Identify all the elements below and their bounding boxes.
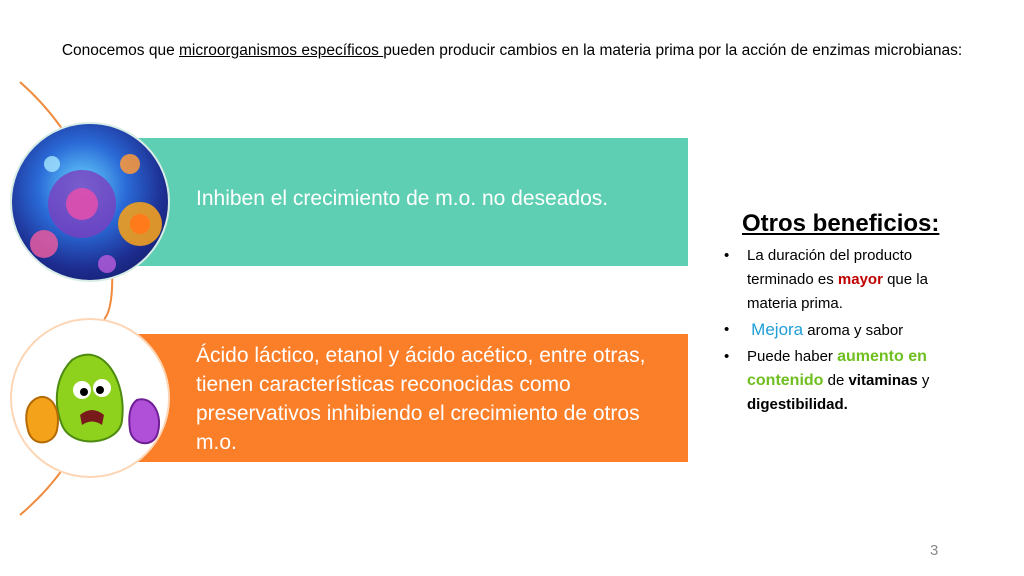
band-inhibit-text: Inhiben el crecimiento de m.o. no deseados. bbox=[196, 187, 609, 210]
benefits-list bbox=[720, 244, 980, 417]
intro-text bbox=[40, 40, 984, 62]
benefit-item-nutrition: • Puede haber aumento en contenido de vitaminas y digestibilidad. bbox=[720, 345, 980, 417]
microbes-illustration bbox=[12, 124, 170, 282]
benefits-panel bbox=[720, 210, 980, 419]
band-acids bbox=[100, 334, 688, 462]
page-number: 3 bbox=[930, 542, 939, 559]
cartoon-germs-image bbox=[10, 318, 170, 478]
intro-underlined: microorganismos específicos bbox=[179, 42, 384, 59]
intro-prefix: Conocemos que bbox=[61, 42, 180, 59]
band-inhibit bbox=[100, 138, 688, 266]
germs-illustration bbox=[12, 320, 170, 478]
band-acids-text: Ácido láctico, etanol y ácido acético, entre otras, tienen características reconocidas como preservativos inhibiendo el crecimiento de otros m.o. bbox=[196, 344, 646, 454]
intro-suffix: pueden producir cambios en la materia prima por la acción de enzimas microbianas: bbox=[383, 42, 963, 59]
benefit-item-duration: • La duración del producto terminado es mayor que la materia prima. bbox=[720, 244, 980, 316]
microorganisms-image bbox=[10, 122, 170, 282]
benefits-title: Otros beneficios: bbox=[742, 210, 940, 237]
benefit-item-aroma: • Mejora aroma y sabor bbox=[720, 318, 980, 343]
